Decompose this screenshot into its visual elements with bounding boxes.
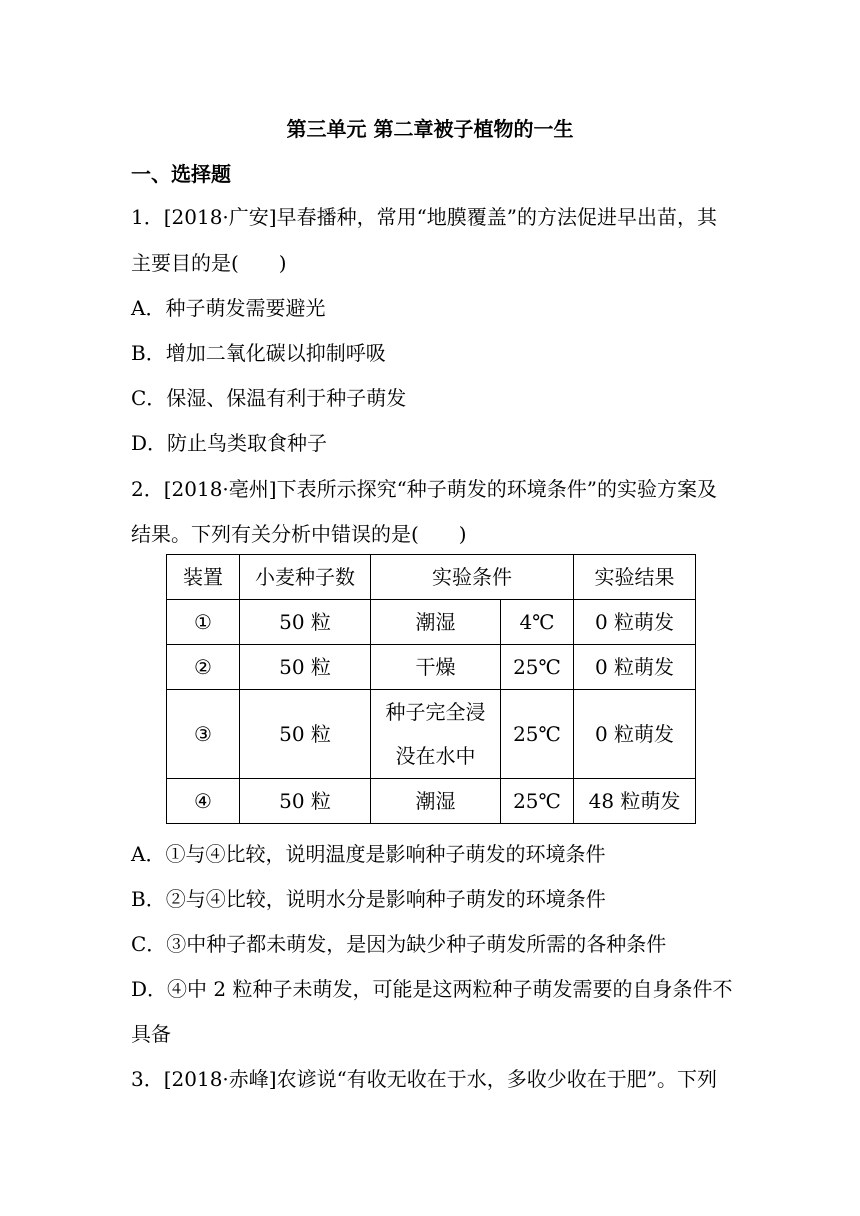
cell-result: 0 粒萌发 [574, 645, 696, 690]
cell-cond-line2: 没在水中 [395, 744, 476, 768]
q1-option-c: C．保湿、保温有利于种子萌发 [131, 386, 407, 410]
q2-option-c: C．③中种子都未萌发，是因为缺少种子萌发所需的各种条件 [131, 932, 667, 956]
q2-option-d-line1: D．④中 2 粒种子未萌发，可能是这两粒种子萌发需要的自身条件不 [131, 977, 733, 1001]
header-seed-count: 小麦种子数 [240, 555, 371, 600]
q2-option-d-line2: 具备 [131, 1022, 171, 1046]
cell-id: ② [167, 645, 240, 690]
section-heading: 一、选择题 [131, 162, 231, 186]
q1-option-a: A．种子萌发需要避光 [131, 296, 326, 320]
cell-cond-line1: 种子完全浸 [385, 700, 486, 724]
cell-count: 50 粒 [240, 779, 371, 824]
cell-count: 50 粒 [240, 645, 371, 690]
cell-cond: 潮湿 [371, 779, 501, 824]
q1-option-b: B．增加二氧化碳以抑制呼吸 [131, 341, 386, 365]
q2-stem-line2: 结果。下列有关分析中错误的是( ) [131, 522, 467, 546]
cell-id: ③ [167, 690, 240, 779]
cell-count: 50 粒 [240, 600, 371, 645]
q3-stem-line1: 3．[2018·赤峰]农谚说“有收无收在于水，多收少收在于肥”。下列 [131, 1067, 718, 1091]
header-device: 装置 [167, 555, 240, 600]
table-row [167, 645, 696, 690]
cell-result: 48 粒萌发 [574, 779, 696, 824]
table-row [167, 779, 696, 824]
table-row [167, 600, 696, 645]
page-title: 第三单元 第二章被子植物的一生 [286, 117, 574, 141]
cell-cond: 潮湿 [371, 600, 501, 645]
cell-temp: 25℃ [501, 690, 574, 779]
experiment-table [166, 554, 696, 824]
cell-cond: 干燥 [371, 645, 501, 690]
cell-result: 0 粒萌发 [574, 600, 696, 645]
cell-temp: 4℃ [501, 600, 574, 645]
cell-result: 0 粒萌发 [574, 690, 696, 779]
cell-count: 50 粒 [240, 690, 371, 779]
header-result: 实验结果 [574, 555, 696, 600]
q1-stem-line2: 主要目的是( ) [131, 251, 287, 275]
table-header-row [167, 555, 696, 600]
q2-option-a: A．①与④比较，说明温度是影响种子萌发的环境条件 [131, 842, 606, 866]
cell-temp: 25℃ [501, 645, 574, 690]
cell-id: ① [167, 600, 240, 645]
cell-cond [371, 690, 501, 779]
table-row [167, 690, 696, 779]
q2-option-b: B．②与④比较，说明水分是影响种子萌发的环境条件 [131, 887, 606, 911]
cell-id: ④ [167, 779, 240, 824]
q1-option-d: D．防止鸟类取食种子 [131, 431, 328, 455]
q1-stem-line1: 1．[2018·广安]早春播种，常用“地膜覆盖”的方法促进早出苗，其 [131, 205, 718, 229]
cell-temp: 25℃ [501, 779, 574, 824]
header-condition: 实验条件 [371, 555, 574, 600]
q2-stem-line1: 2．[2018·亳州]下表所示探究“种子萌发的环境条件”的实验方案及 [131, 477, 718, 501]
